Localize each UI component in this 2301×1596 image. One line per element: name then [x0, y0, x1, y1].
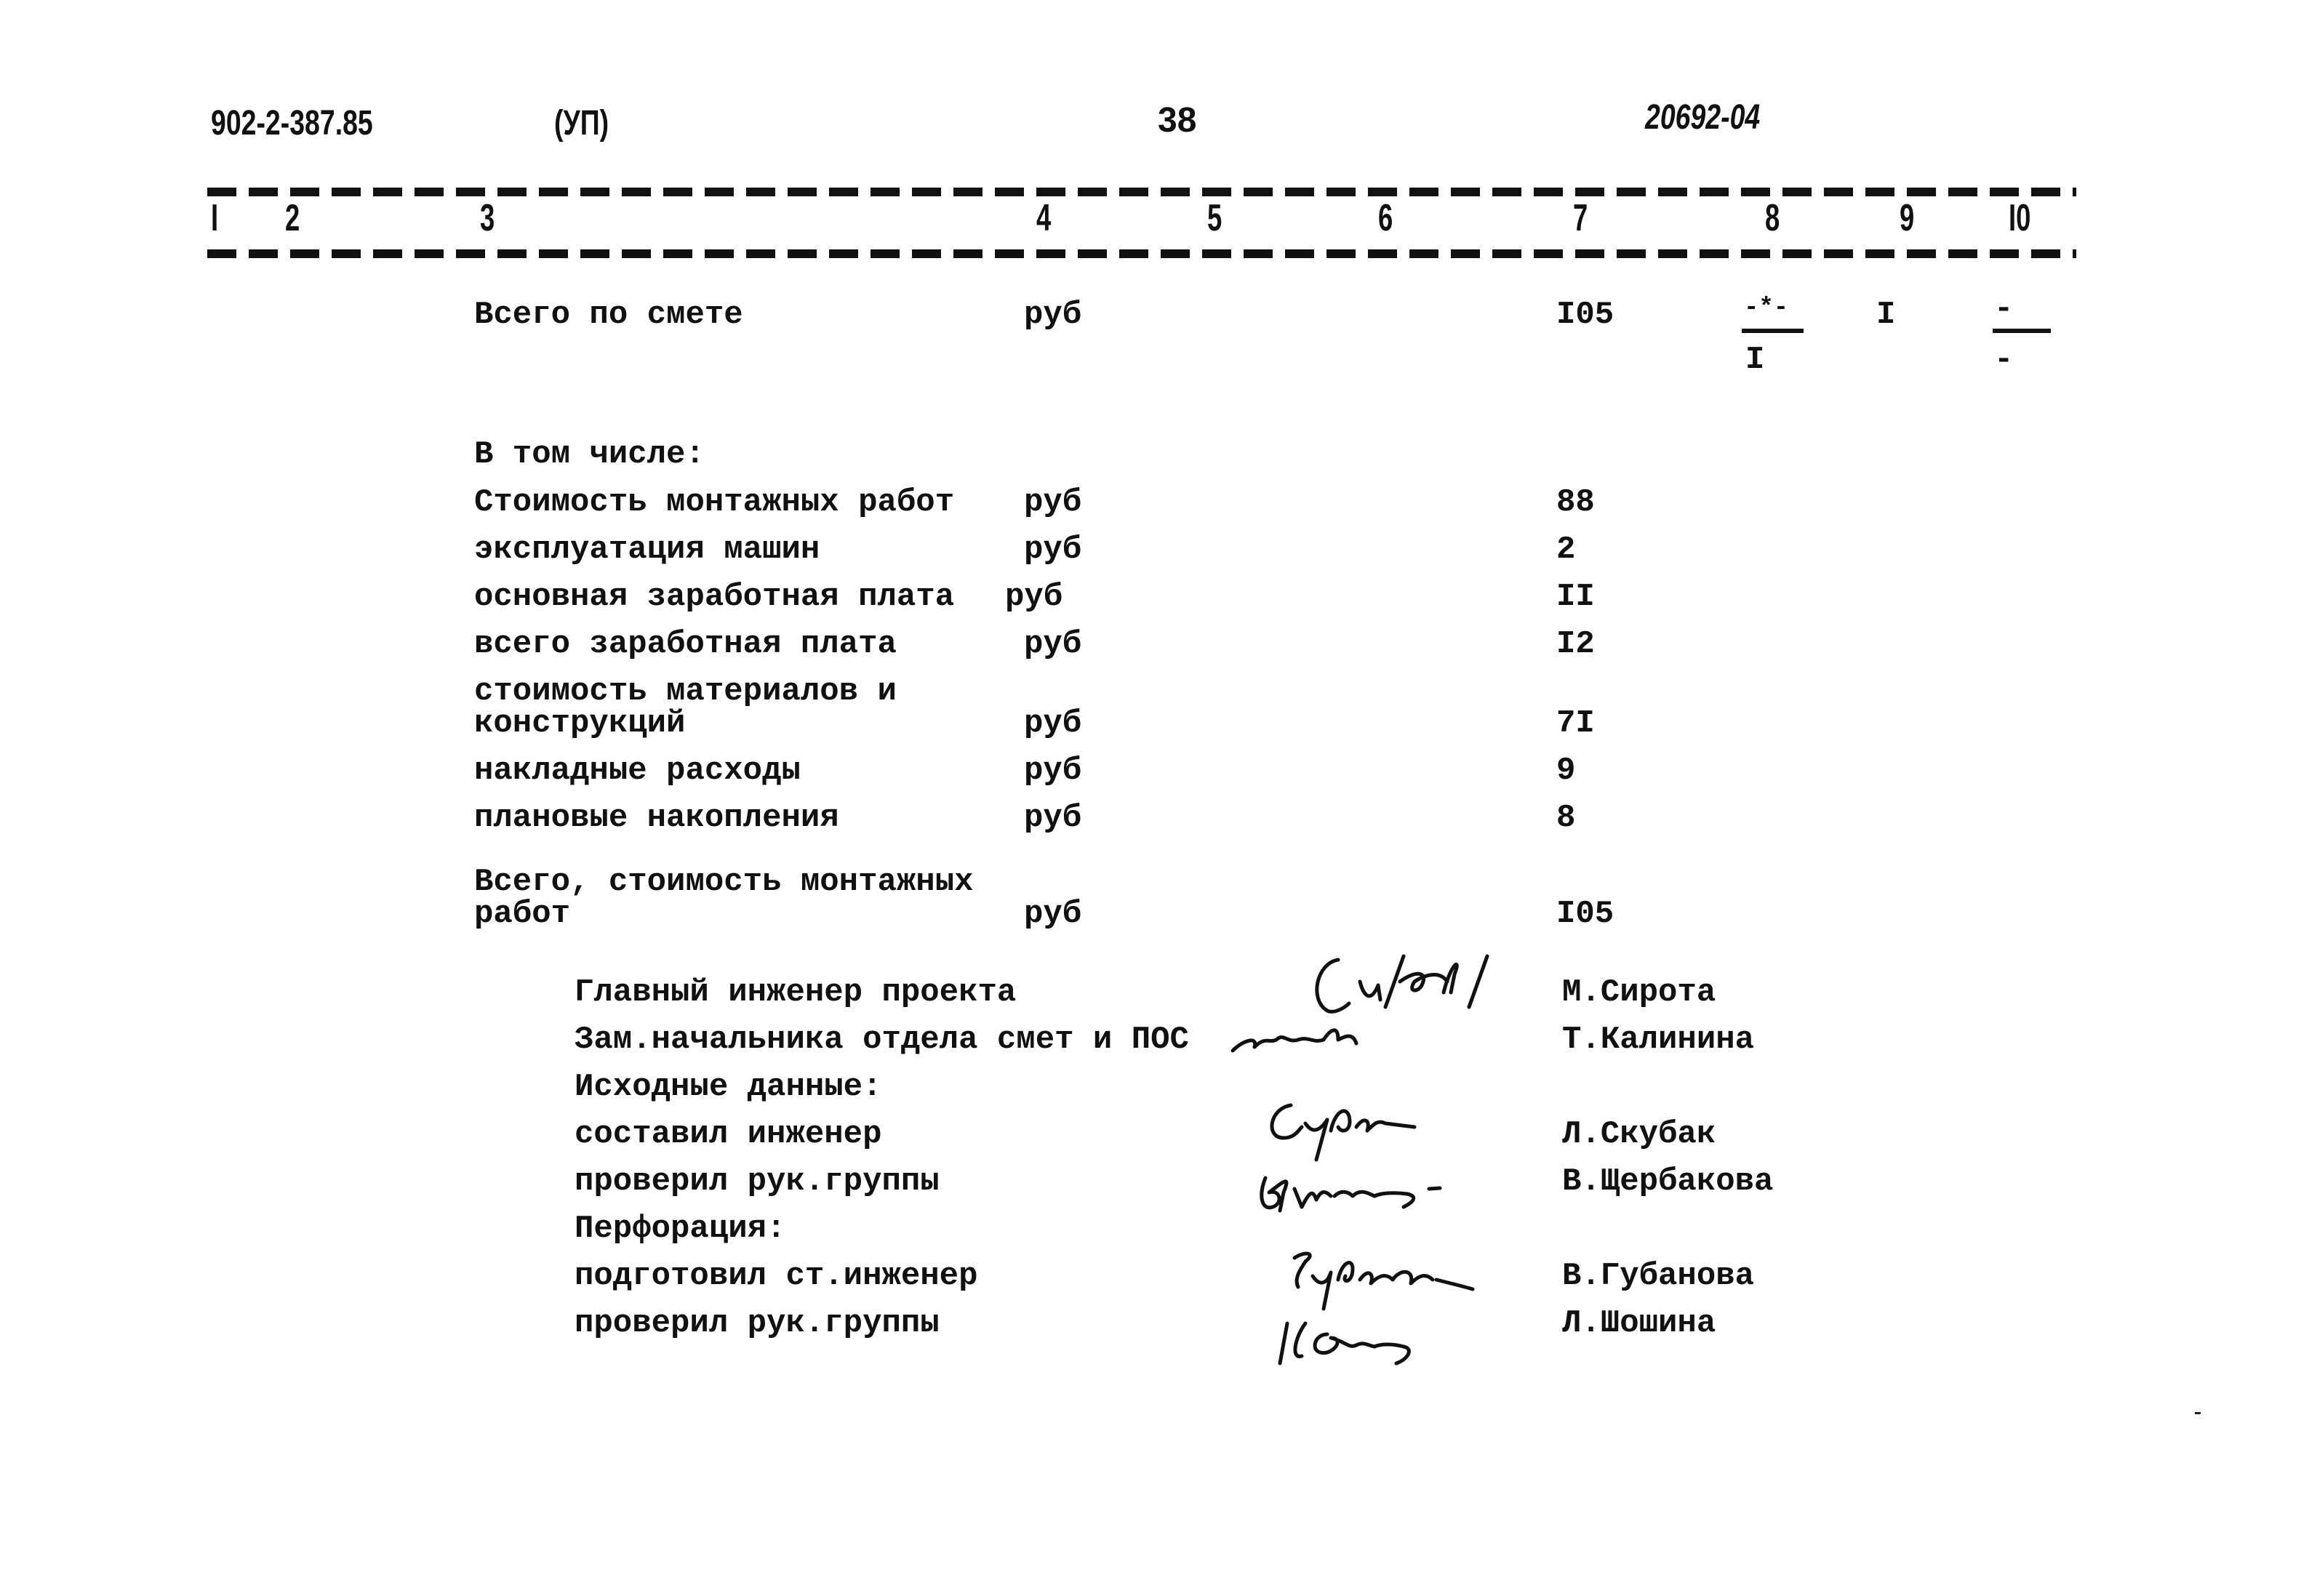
column-number: 7 [1573, 197, 1588, 239]
column-number: I [211, 197, 219, 239]
item-label: всего заработная плата [474, 626, 897, 662]
col9-value: I [1876, 297, 1896, 333]
col10-denominator: - [1994, 342, 2014, 378]
item-value: I2 [1556, 626, 1595, 662]
signer-name: Т.Калинина [1562, 1022, 1755, 1058]
signer-role: Зам.начальника отдела смет и ПОС [575, 1022, 1189, 1058]
item-value: II [1556, 579, 1595, 615]
fraction-bar [1742, 329, 1804, 333]
document-code: 902-2-387.85 [211, 104, 373, 143]
signer-name: В.Щербакова [1562, 1163, 1774, 1200]
column-number: 3 [480, 197, 495, 239]
col8-denominator: I [1745, 342, 1765, 378]
signature-shcherbakova-icon [1251, 1163, 1476, 1222]
unit: руб [1024, 626, 1082, 662]
col10-numerator: - [1994, 291, 2014, 327]
column-number: 2 [285, 197, 300, 239]
item-value: 88 [1556, 484, 1595, 521]
column-number: 5 [1207, 197, 1222, 239]
unit: руб [1005, 579, 1063, 615]
section-label: (УП) [554, 104, 609, 143]
item-value: 8 [1556, 800, 1576, 836]
breakdown-heading: В том числе: [474, 436, 705, 473]
signer-role: подготовил ст.инженер [575, 1258, 978, 1294]
signer-role: проверил рук.группы [575, 1163, 940, 1200]
unit: руб [1024, 532, 1082, 568]
item-label: Всего, стоимость монтажных [474, 864, 974, 900]
signer-name: М.Сирота [1562, 974, 1716, 1011]
signature-sirota-icon [1294, 942, 1513, 1022]
item-label-line2: конструкций [474, 705, 686, 742]
signer-role: Главный инженер проекта [575, 974, 1017, 1011]
item-label-line2: работ [474, 896, 571, 932]
section-label: Исходные данные: [575, 1069, 882, 1105]
signer-role: составил инженер [575, 1116, 882, 1152]
column-number: 9 [1900, 197, 1915, 239]
signature-shoshina-icon [1276, 1316, 1465, 1374]
signer-role: проверил рук.группы [575, 1305, 940, 1342]
fraction-bar [1993, 329, 2051, 333]
column-number: 4 [1036, 197, 1052, 239]
column-number: 6 [1378, 197, 1393, 239]
unit: руб [1024, 896, 1082, 932]
item-value: 2 [1556, 532, 1576, 568]
item-label: Стоимость монтажных работ [474, 484, 955, 521]
total-label: Всего по смете [474, 297, 743, 333]
signature-kalinina-icon [1229, 1014, 1396, 1058]
signature-gubanova-icon [1284, 1247, 1516, 1312]
signer-name: Л.Шошина [1562, 1305, 1716, 1342]
item-value: 9 [1556, 753, 1576, 789]
item-label: плановые накопления [474, 800, 839, 836]
signer-name: Л.Скубак [1562, 1116, 1716, 1152]
col8-numerator: -*- [1744, 294, 1789, 322]
item-value: 7I [1556, 705, 1595, 742]
total-value: I05 [1556, 297, 1614, 333]
unit: руб [1024, 753, 1082, 789]
page-number: 38 [1158, 101, 1197, 140]
unit: руб [1024, 484, 1082, 521]
unit: руб [1024, 800, 1082, 836]
signer-name: В.Губанова [1562, 1258, 1755, 1294]
scan-artifact [2195, 1412, 2201, 1414]
signature-skubak-icon [1262, 1098, 1429, 1163]
item-label: эксплуатация машин [474, 532, 820, 568]
item-label: накладные расходы [474, 753, 801, 789]
registry-number: 20692-04 [1645, 98, 1761, 137]
column-number: 8 [1765, 197, 1780, 239]
item-label: основная заработная плата [474, 579, 955, 615]
bottom-dashed-rule [207, 249, 2076, 258]
top-dashed-rule [207, 188, 2076, 196]
unit: руб [1024, 705, 1082, 742]
section-label: Перфорация: [575, 1211, 786, 1247]
unit: руб [1024, 297, 1082, 333]
item-value: I05 [1556, 896, 1614, 932]
item-label: стоимость материалов и [474, 673, 897, 710]
column-number: I0 [2009, 197, 2031, 239]
